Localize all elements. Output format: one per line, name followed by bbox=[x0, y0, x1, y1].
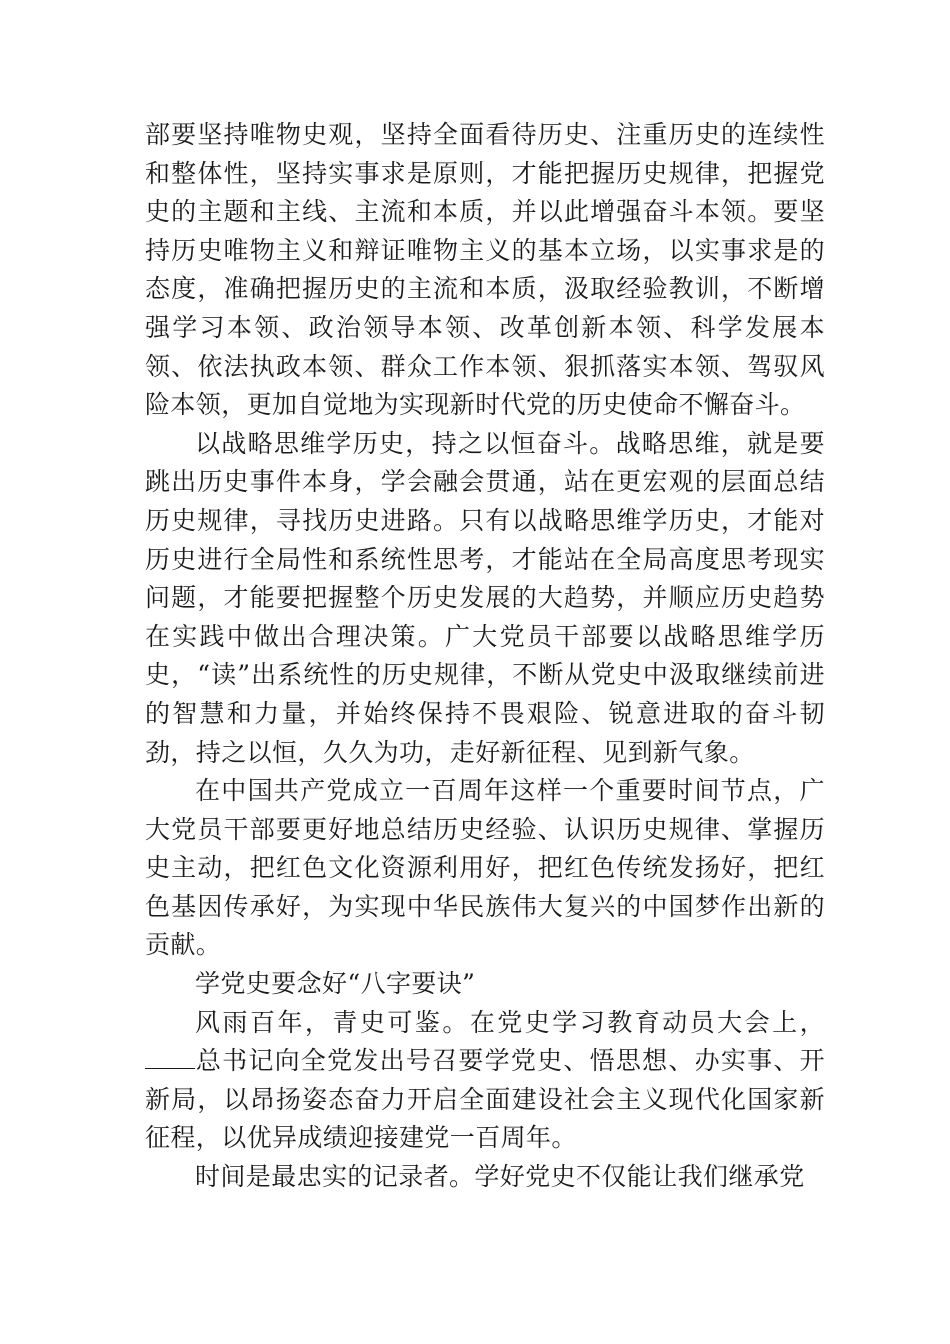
paragraph-4 bbox=[145, 1004, 825, 1158]
redacted-blank bbox=[145, 1050, 195, 1069]
paragraph-3: 在中国共产党成立一百周年这样一个重要时间节点，广大党员干部要更好地总结历史经验、认识历史规律、掌握历史主动，把红色文化资源利用好，把红色传统发扬好，把红色基因传承好，为实现中华民族伟大复兴的中国梦作出新的贡献。 bbox=[145, 776, 825, 960]
paragraph-1: 部要坚持唯物史观，坚持全面看待历史、注重历史的连续性和整体性，坚持实事求是原则，才能把握历史规律，把握党史的主题和主线、主流和本质，并以此增强奋斗本领。要坚持历史唯物主义和辩证唯物主义的基本立场，以实事求是的态度，准确把握历史的主流和本质，汲取经验教训，不断增强学习本领、政治领导本领、改革创新本领、科学发展本领、依法执政本领、群众工作本领、狠抓落实本领、驾驭风险本领，更加自觉地为实现新时代党的历史使命不懈奋斗。 bbox=[145, 120, 825, 420]
paragraph-5: 时间是最忠实的记录者。学好党史不仅能让我们继承党 bbox=[195, 1162, 805, 1192]
paragraph-4-rest: 总书记向全党发出号召要学党史、悟思想、办实事、开新局，以昂扬姿态奋力开启全面建设社会主义现代化国家新征程，以优异成绩迎接建党一百周年。 bbox=[145, 1046, 825, 1153]
document-body bbox=[145, 116, 825, 1197]
paragraph-2: 以战略思维学历史，持之以恒奋斗。战略思维，就是要跳出历史事件本身，学会融会贯通，站在更宏观的层面总结历史规律，寻找历史进路。只有以战略思维学历史，才能对历史进行全局性和系统性思考，才能站在全局高度思考现实问题，才能要把握整个历史发展的大趋势，并顺应历史趋势在实践中做出合理决策。广大党员干部要以战略思维学历史，“读”出系统性的历史规律，不断从党史中汲取继续前进的智慧和力量，并始终保持不畏艰险、锐意进取的奋斗韧劲，持之以恒，久久为功，走好新征程、见到新气象。 bbox=[145, 428, 825, 767]
section-heading: 学党史要念好“八字要诀” bbox=[195, 969, 476, 999]
paragraph-4-lead: 风雨百年，青史可鉴。在党史学习教育动员大会上， bbox=[195, 1007, 825, 1037]
